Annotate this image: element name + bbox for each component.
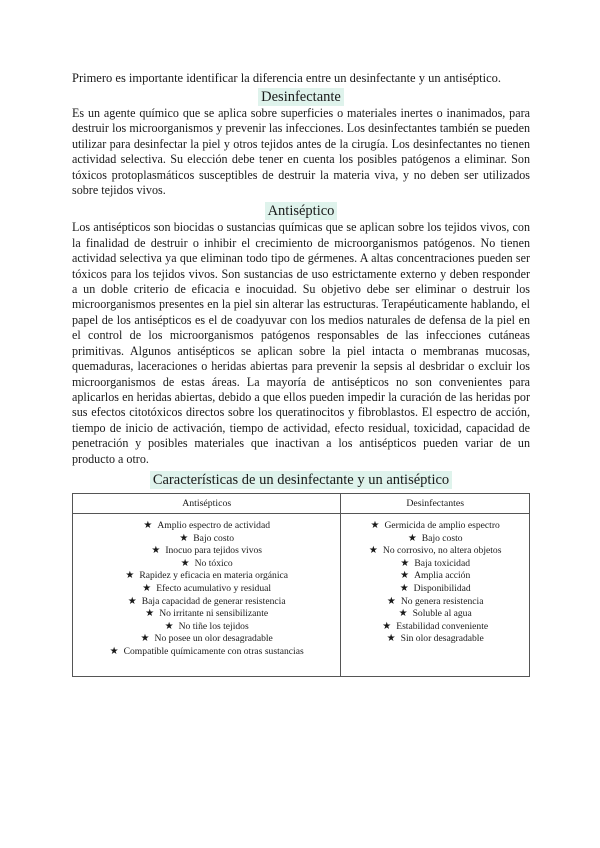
comparison-table — [72, 493, 530, 677]
list-item — [347, 545, 523, 558]
list-item-text: No tiñe los tejidos — [178, 620, 249, 632]
star-icon: ★ — [398, 608, 408, 620]
star-icon: ★ — [386, 595, 396, 607]
star-icon: ★ — [164, 620, 174, 632]
list-item — [79, 608, 334, 621]
antisepticos-list — [79, 520, 334, 659]
star-icon: ★ — [386, 633, 396, 645]
star-icon: ★ — [143, 519, 153, 531]
list-item-text: Estabilidad conveniente — [396, 620, 489, 632]
star-icon: ★ — [109, 645, 119, 657]
list-item-text: Bajo costo — [421, 532, 463, 544]
list-item-text: Efecto acumulativo y residual — [156, 582, 272, 594]
list-item — [79, 633, 334, 646]
list-item-text: Germicida de amplio espectro — [384, 519, 500, 531]
list-item — [79, 583, 334, 596]
list-item — [79, 520, 334, 533]
star-icon: ★ — [142, 582, 152, 594]
desinfectante-heading: Desinfectante — [258, 88, 344, 106]
star-icon: ★ — [370, 519, 380, 531]
list-item-text: Baja toxicidad — [414, 557, 471, 569]
star-icon: ★ — [382, 620, 392, 632]
col-header-antisepticos: Antisépticos — [73, 493, 341, 513]
star-icon: ★ — [400, 570, 410, 582]
star-icon: ★ — [125, 570, 135, 582]
document-page — [72, 71, 530, 677]
list-item — [79, 533, 334, 546]
star-icon: ★ — [407, 532, 417, 544]
antisepticos-cell — [73, 513, 341, 676]
star-icon: ★ — [140, 633, 150, 645]
list-item-text: No posee un olor desagradable — [154, 633, 273, 645]
list-item — [79, 646, 334, 659]
list-item-text: Rapidez y eficacia en materia orgánica — [139, 570, 289, 582]
col-header-desinfectantes: Desinfectantes — [341, 493, 530, 513]
list-item-text: Amplio espectro de actividad — [157, 519, 271, 531]
list-item-text: Disponibilidad — [413, 582, 471, 594]
desinfectantes-list — [347, 520, 523, 646]
intro-text: Primero es importante identificar la diferencia entre un desinfectante y un antiséptico. — [72, 71, 501, 85]
desinfectante-paragraph: Es un agente químico que se aplica sobre superficies o materiales inertes o inanimados, para destruir los microorganismos y prevenir las infecciones. Los desinfectantes también se pueden utilizar para desinfectar la piel y otros tejidos antes de la cirugía. Los desinfectantes no tienen actividad selectiva. Su elección debe tener en cuenta los posibles patógenos a eliminar. Son tóxicos protoplasmáticos susceptibles de destruir la materia viva, y no deben ser utilizados sobre tejidos vivos. — [72, 106, 530, 198]
list-item-text: No genera resistencia — [400, 595, 484, 607]
list-item-text: Bajo costo — [193, 532, 235, 544]
list-item — [79, 545, 334, 558]
list-item — [347, 570, 523, 583]
table-heading: Características de un desinfectante y un antiséptico — [150, 471, 452, 489]
star-icon: ★ — [179, 532, 189, 544]
list-item — [347, 533, 523, 546]
list-item — [79, 621, 334, 634]
list-item — [79, 558, 334, 571]
list-item — [347, 621, 523, 634]
antiseptico-heading: Antiséptico — [265, 202, 338, 220]
desinfectante-heading-wrap — [72, 88, 530, 106]
desinfectantes-cell — [341, 513, 530, 676]
list-item — [347, 558, 523, 571]
list-item-text: Compatible químicamente con otras sustancias — [123, 645, 304, 657]
list-item-text: Baja capacidad de generar resistencia — [141, 595, 286, 607]
star-icon: ★ — [127, 595, 137, 607]
star-icon: ★ — [180, 557, 190, 569]
list-item — [347, 608, 523, 621]
list-item — [347, 596, 523, 609]
list-item-text: No tóxico — [194, 557, 233, 569]
star-icon: ★ — [400, 557, 410, 569]
star-icon: ★ — [145, 608, 155, 620]
list-item-text: Inocuo para tejidos vivos — [165, 545, 263, 557]
list-item-text: Sin olor desagradable — [400, 633, 484, 645]
table-header-row — [73, 493, 530, 513]
star-icon: ★ — [151, 545, 161, 557]
table-row — [73, 513, 530, 676]
star-icon: ★ — [368, 545, 378, 557]
star-icon: ★ — [399, 582, 409, 594]
list-item — [347, 520, 523, 533]
antiseptico-paragraph: Los antisépticos son biocidas o sustancias químicas que se aplican sobre los tejidos vivos, con la finalidad de destruir o inhibir el crecimiento de microorganismos patógenos. No tienen actividad selectiva ya que eliminan todo tipo de gérmenes. A altas concentraciones pueden ser tóxicos para los tejidos vivos. Son sustancias de uso estrictamente externo y deben responder a un doble criterio de eficacia e inocuidad. Su objetivo debe ser eliminar o destruir los microorganismos presentes en la piel sin alterar las estructuras. Terapéuticamente hablando, el papel de los antisépticos es el de coadyuvar con los medios naturales de defensa de la piel en el control de los microorganismos patógenos responsables de las infecciones cutáneas primitivas. Algunos antisépticos se aplican sobre la piel intacta o membranas mucosas, quemaduras, laceraciones o heridas abiertas para prevenir la sepsis al desbridar o excluir los microorganismos de estas áreas. La mayoría de antisépticos no son convenientes para aplicarlos en heridas abiertas, debido a que ellos pueden impedir la curación de las heridas por sus efectos citotóxicos directos sobre los queratinocitos y fibroblastos. El espectro de acción, tiempo de inicio de activación, tiempo de actividad, efecto residual, toxicidad, capacidad de penetración y posibles materiales que inactivan a los antisépticos pueden variar de un producto a otro. — [72, 220, 530, 466]
list-item-text: Soluble al agua — [412, 608, 472, 620]
list-item-text: No irritante ni sensibilizante — [159, 608, 269, 620]
list-item-text: No corrosivo, no altera objetos — [382, 545, 502, 557]
list-item — [347, 583, 523, 596]
antiseptico-heading-wrap — [72, 202, 530, 220]
table-heading-wrap — [72, 471, 530, 489]
list-item — [79, 596, 334, 609]
list-item — [347, 633, 523, 646]
list-item-text: Amplia acción — [414, 570, 471, 582]
list-item — [79, 570, 334, 583]
